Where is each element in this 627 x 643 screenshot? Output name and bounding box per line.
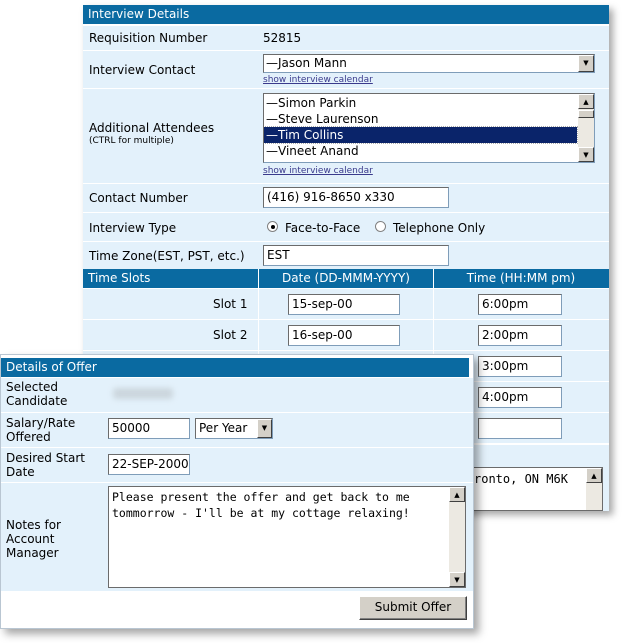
selected-candidate-label: Selected Candidate (6, 380, 68, 408)
requisition-value: 52815 (263, 31, 302, 45)
attendee-option[interactable]: —Steve Laurenson (266, 112, 379, 126)
interview-contact-row (83, 51, 609, 88)
header-divider (433, 269, 434, 288)
interview-contact-selected: —Jason Mann (266, 56, 347, 70)
time-col-header: Time (HH:MM pm) (466, 271, 576, 285)
contact-number-row (83, 184, 609, 212)
start-date-label: Desired Start Date (6, 451, 86, 479)
time-slots-header (83, 269, 609, 288)
show-calendar-link-attendees[interactable]: show interview calendar (263, 166, 373, 176)
rate-unit-selected: Per Year (199, 421, 248, 435)
slot-date-input[interactable]: 15-sep-00 (288, 294, 400, 315)
header-divider (258, 269, 259, 288)
slot-label: Slot 2 (213, 328, 248, 342)
time-zone-input[interactable]: EST (263, 245, 449, 266)
slot-time-input[interactable] (478, 418, 562, 439)
attendee-option[interactable]: —Vineet Anand (266, 144, 359, 158)
interview-contact-select[interactable] (263, 54, 595, 73)
slot-time-input[interactable]: 4:00pm (478, 387, 562, 408)
telephone-only-radio[interactable] (375, 221, 386, 232)
notes-textarea[interactable]: Please present the offer and get back to me tommorrow - I'll be at my cottage relaxing! (108, 486, 466, 588)
slot-time-input[interactable]: 2:00pm (478, 325, 562, 346)
interview-contact-label: Interview Contact (89, 63, 196, 77)
column-divider (258, 289, 259, 319)
attendees-listbox[interactable] (263, 93, 595, 163)
start-date-input[interactable]: 22-SEP-2000 (108, 454, 190, 475)
attendee-option[interactable]: —Simon Parkin (266, 96, 357, 110)
scroll-thumb[interactable] (578, 110, 594, 118)
time-zone-row (83, 242, 609, 269)
time-slot-row (83, 320, 609, 350)
slot-date-input[interactable]: 16-sep-00 (288, 325, 400, 346)
slot-label: Slot 1 (213, 297, 248, 311)
attendees-hint: (CTRL for multiple) (89, 136, 174, 146)
scroll-up-icon[interactable]: ▲ (586, 468, 602, 483)
face-to-face-radio[interactable] (267, 221, 278, 232)
requisition-label: Requisition Number (89, 31, 208, 45)
slot-time-input[interactable]: 3:00pm (478, 356, 562, 377)
time-slot-row (83, 289, 609, 319)
notes-row (1, 483, 473, 591)
interview-type-label: Interview Type (89, 221, 177, 235)
requisition-row (83, 26, 609, 50)
notes-label: Notes for Account Manager (6, 518, 61, 560)
scroll-down-icon[interactable]: ▼ (449, 572, 465, 587)
chevron-down-icon[interactable]: ▼ (578, 55, 594, 72)
attendee-option[interactable]: —Tim Collins (264, 127, 577, 143)
column-divider (433, 289, 434, 319)
show-calendar-link-contact[interactable]: show interview calendar (263, 75, 373, 85)
address-textarea[interactable]: ronto, ON M6K (383, 467, 603, 511)
contact-number-input[interactable]: (416) 916-8650 x330 (263, 187, 449, 208)
face-to-face-label: Face-to-Face (285, 221, 361, 235)
scroll-down-icon[interactable]: ▼ (578, 147, 594, 162)
rate-unit-select[interactable] (195, 418, 273, 439)
date-col-header: Date (DD-MMM-YYYY) (282, 271, 410, 285)
interview-type-row (83, 213, 609, 241)
salary-label: Salary/Rate Offered (6, 416, 76, 444)
chevron-down-icon[interactable]: ▼ (257, 419, 272, 438)
address-scrollbar[interactable] (586, 468, 602, 510)
notes-scrollbar[interactable] (449, 487, 465, 587)
salary-input[interactable]: 50000 (108, 418, 190, 439)
offer-details-header: Details of Offer (1, 358, 469, 377)
column-divider (433, 320, 434, 350)
start-date-row (1, 448, 473, 482)
scroll-up-icon[interactable]: ▲ (449, 487, 465, 502)
telephone-only-label: Telephone Only (393, 221, 486, 235)
column-divider (258, 320, 259, 350)
scroll-up-icon[interactable]: ▲ (578, 94, 594, 109)
time-slots-col-header: Time Slots (88, 271, 151, 285)
contact-number-label: Contact Number (89, 191, 188, 205)
attendees-scrollbar[interactable] (578, 94, 594, 162)
time-zone-label: Time Zone(EST, PST, etc.) (89, 249, 245, 263)
additional-attendees-row (83, 89, 609, 183)
selected-candidate-row (1, 378, 473, 412)
submit-offer-button[interactable]: Submit Offer (359, 596, 467, 620)
slot-time-input[interactable]: 6:00pm (478, 294, 562, 315)
attendees-label: Additional Attendees (89, 121, 215, 135)
salary-row (1, 413, 473, 447)
interview-details-header: Interview Details (83, 5, 609, 24)
candidate-name-redacted (113, 388, 173, 399)
offer-details-panel (0, 354, 474, 629)
attendees-options (264, 95, 577, 159)
